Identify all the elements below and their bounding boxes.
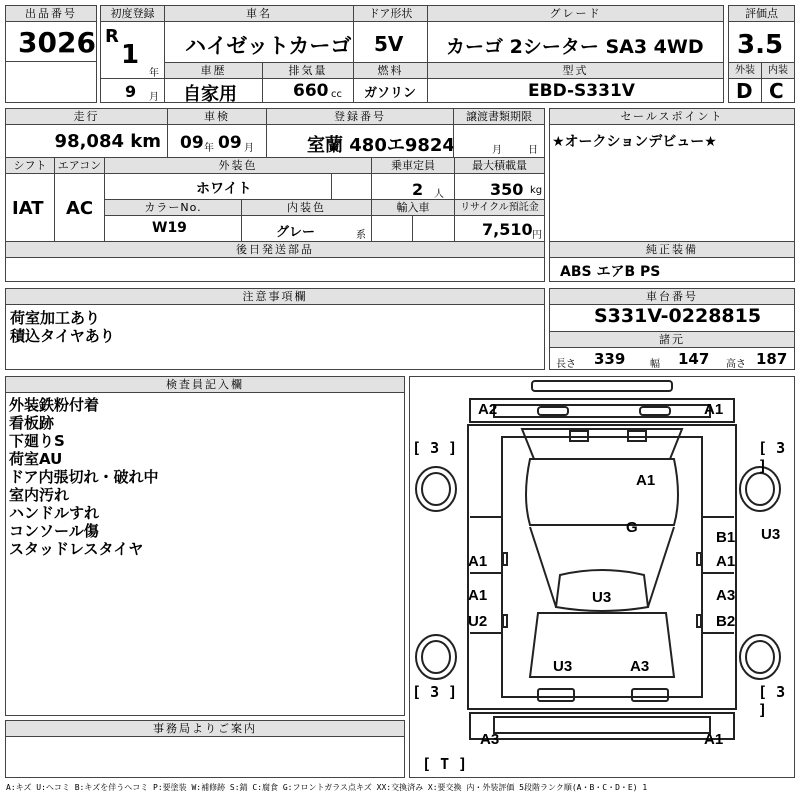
code-right-front-door-a: B1 — [716, 529, 736, 546]
caution-label: 注意事項欄 — [6, 289, 544, 305]
code-front-left: A2 — [478, 401, 498, 418]
specs-label: 諸元 — [550, 332, 794, 348]
score: 3.5 — [737, 30, 784, 60]
damage-diagram — [409, 376, 795, 778]
era: R — [105, 26, 119, 47]
later-parts-cell — [5, 241, 545, 282]
mileage: 98,084 km — [54, 131, 161, 152]
tire-rr: [ 3 ] — [758, 683, 786, 719]
displacement: 660 — [293, 81, 329, 101]
ac: AC — [66, 198, 94, 219]
color-label: 外装色 — [105, 158, 371, 174]
ext-cell — [728, 62, 762, 103]
tire-fr: [ 3 ] — [758, 439, 786, 475]
grade: カーゴ 2シーター SA3 4WD — [446, 36, 704, 58]
door-type: 5V — [374, 32, 404, 56]
car-name-cell — [164, 5, 354, 63]
lot-label: 出品番号 — [6, 6, 96, 22]
capacity-unit: 人 — [434, 189, 444, 200]
first-reg-cell — [100, 5, 165, 103]
inspection-label: 車検 — [168, 109, 266, 125]
int-cell — [761, 62, 795, 103]
code-left-rear-door: U2 — [468, 613, 488, 630]
recycle-unit: 円 — [532, 230, 542, 241]
inspector-line-3: 下廻りS — [9, 432, 65, 450]
grade-label: グレード — [428, 6, 723, 22]
int-color-unit: 系 — [356, 230, 366, 241]
load-unit: kg — [530, 185, 543, 196]
int-color-label: 内装色 — [242, 200, 371, 216]
inspector-line-7: ハンドルすれ — [9, 504, 100, 522]
recycle-label: リサイクル預託金 — [455, 200, 544, 216]
chassis-number: S331V-0228815 — [594, 305, 762, 327]
mileage-cell — [5, 108, 168, 158]
first-reg-label: 初度登録 — [101, 6, 164, 22]
plate: 室蘭 480エ9824 — [307, 135, 455, 156]
ext-label: 外装 — [729, 63, 761, 79]
inspector-line-8: コンソール傷 — [9, 522, 99, 540]
code-left-front-door-lower: A1 — [468, 587, 488, 604]
lot-number: 3026 — [18, 26, 96, 59]
inspector-cell — [5, 376, 405, 716]
history: 自家用 — [183, 84, 237, 105]
score-cell — [728, 5, 795, 63]
load: 350 — [490, 180, 524, 199]
first-reg-year: 1 — [121, 40, 140, 70]
model-label: 型式 — [428, 63, 723, 79]
int-grade: C — [769, 79, 784, 103]
code-front-right: A1 — [704, 401, 724, 418]
lot-cell — [5, 5, 97, 62]
later-parts-label: 後日発送部品 — [6, 242, 544, 258]
insp-year: 09 — [180, 133, 204, 153]
code-cargo-left: U3 — [553, 658, 573, 675]
int-label: 内装 — [762, 63, 794, 79]
tire-fl: [ 3 ] — [412, 439, 458, 457]
ext-grade: D — [736, 79, 753, 103]
insp-month: 09 — [218, 133, 242, 153]
fuel-label: 燃料 — [354, 63, 427, 79]
caution-line-2: 積込タイヤあり — [10, 327, 115, 345]
color-no: W19 — [152, 220, 187, 236]
inspection-cell — [167, 108, 267, 158]
tire-rl: [ 3 ] — [412, 683, 458, 701]
car-outline — [410, 377, 794, 777]
length-label: 長さ — [556, 359, 576, 370]
code-windshield: G — [626, 519, 638, 536]
code-left-front-door: A1 — [468, 553, 488, 570]
spare-tire: [ T ] — [422, 755, 468, 773]
inspector-line-4: 荷室AU — [9, 450, 63, 468]
insp-year-unit: 年 — [204, 143, 214, 154]
capacity: 2 — [412, 180, 424, 199]
inspector-line-1: 外装鉄粉付着 — [9, 396, 100, 414]
transfer-day-unit: 日 — [528, 145, 538, 156]
inspector-label: 検査員記入欄 — [6, 377, 404, 393]
fuel: ガソリン — [364, 86, 417, 101]
history-cell — [164, 62, 263, 103]
sales-cell — [549, 108, 795, 282]
code-right-rear-b: B2 — [716, 613, 736, 630]
transfer-label: 譲渡書類期限 — [454, 109, 544, 125]
inspector-line-9: スタッドレスタイヤ — [9, 540, 144, 558]
chassis-cell — [549, 288, 795, 370]
grade-cell — [427, 5, 724, 63]
car-name-label: 車名 — [165, 6, 353, 22]
model: EBD-S331V — [528, 81, 635, 101]
color-no-label: カラーNo. — [105, 200, 241, 216]
load-label: 最大積載量 — [455, 158, 544, 174]
plate-cell — [266, 108, 454, 158]
mileage-label: 走行 — [6, 109, 167, 125]
height: 187 — [756, 350, 788, 368]
equip: ABS エアB PS — [560, 264, 661, 280]
spec-grid — [5, 157, 545, 242]
caution-cell — [5, 288, 545, 370]
inspector-line-2: 看板跡 — [9, 414, 55, 432]
transfer-month-unit: 月 — [492, 145, 502, 156]
height-label: 高さ — [726, 359, 746, 370]
width: 147 — [678, 350, 710, 368]
displacement-label: 排気量 — [263, 63, 353, 79]
capacity-label: 乗車定員 — [372, 158, 454, 174]
lot-blank — [5, 61, 97, 103]
code-hood: A1 — [636, 472, 656, 489]
displacement-cell — [262, 62, 354, 103]
code-roof: U3 — [592, 589, 612, 606]
import-label: 輸入車 — [372, 200, 454, 216]
cc-unit: cc — [331, 89, 342, 100]
width-label: 幅 — [650, 359, 660, 370]
caution-line-1: 荷室加工あり — [10, 309, 101, 327]
code-rear-right: A1 — [704, 731, 724, 748]
inspector-line-6: 室内汚れ — [9, 486, 70, 504]
fuel-cell — [353, 62, 428, 103]
history-label: 車歴 — [165, 63, 262, 79]
length: 339 — [594, 350, 626, 368]
door-label: ドア形状 — [354, 6, 427, 22]
month-unit: 月 — [149, 92, 159, 103]
office-label: 事務局よりご案内 — [6, 721, 404, 737]
car-name: ハイゼットカーゴ — [185, 34, 352, 58]
office-cell — [5, 720, 405, 778]
plate-label: 登録番号 — [267, 109, 453, 125]
insp-month-unit: 月 — [244, 143, 254, 154]
footer-legend: A:キズ U:ヘコミ B:キズを伴うヘコミ P:要塗装 W:補修跡 S:錆 C:腐食 G:フロントガラス点キズ XX:交換済み X:要交換 内・外装評価 5段階ランク順(A・B・C・D・E) 1 — [6, 783, 648, 792]
shift-label: シフト — [6, 158, 54, 174]
year-unit: 年 — [149, 68, 159, 79]
transfer-cell — [453, 108, 545, 158]
score-label: 評価点 — [729, 6, 794, 22]
first-reg-month: 9 — [125, 82, 137, 101]
int-color: グレー — [276, 225, 316, 240]
equip-label: 純正装備 — [550, 242, 794, 258]
sales-text: ★オークションデビュー★ — [552, 134, 717, 150]
code-right-front-door-b: A1 — [716, 553, 736, 570]
inspector-line-5: ドア内張切れ・破れ中 — [9, 468, 159, 486]
sales-label: セールスポイント — [550, 109, 794, 125]
chassis-label: 車台番号 — [550, 289, 794, 305]
ac-label: エアコン — [55, 158, 104, 174]
code-right-rear-a: A3 — [716, 587, 736, 604]
color: ホワイト — [196, 181, 252, 197]
code-right-side: U3 — [761, 526, 781, 543]
door-cell — [353, 5, 428, 63]
code-cargo-right: A3 — [630, 658, 650, 675]
shift: IAT — [12, 198, 44, 219]
model-cell — [427, 62, 724, 103]
recycle: 7,510 — [482, 220, 533, 239]
code-rear-left: A3 — [480, 731, 500, 748]
